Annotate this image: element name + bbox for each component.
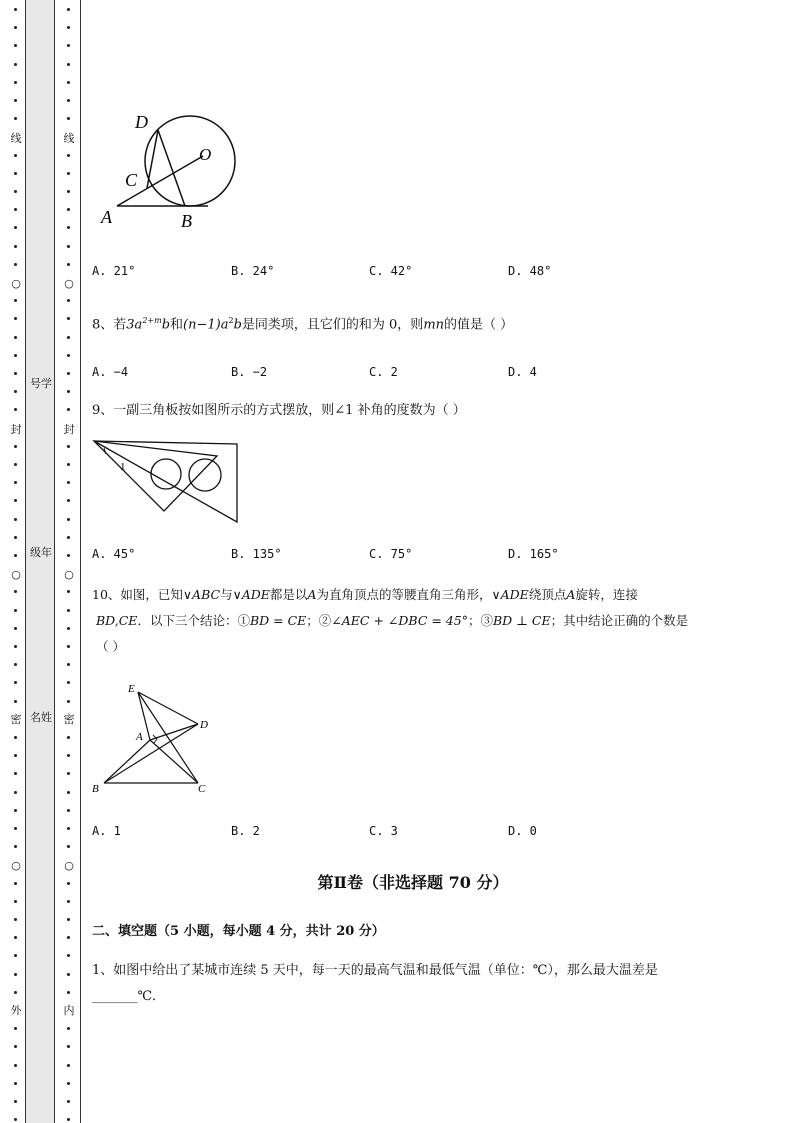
- margin-dot: [67, 663, 70, 666]
- margin-dot: [14, 317, 17, 320]
- margin-dot: [14, 263, 17, 266]
- margin-dot: [14, 1064, 17, 1067]
- margin-dot: [14, 245, 17, 248]
- label-o: O: [199, 145, 212, 164]
- label-d: D: [135, 112, 148, 132]
- margin-dot: [14, 518, 17, 521]
- q10-conclusion-1: BD = CE: [249, 613, 307, 628]
- inner-mark-6: 内: [63, 1004, 75, 1017]
- label-a: A: [136, 731, 143, 743]
- q10-line-3: （ ）: [96, 639, 125, 654]
- margin-dot: [14, 791, 17, 794]
- q9-option-c[interactable]: C. 75°: [369, 547, 413, 561]
- margin-dot: [67, 99, 70, 102]
- margin-dot: [67, 954, 70, 957]
- label-e: E: [128, 683, 135, 695]
- q8-and: 和: [170, 317, 184, 333]
- q10-text: 旋转，连接: [575, 587, 638, 602]
- q8-term2: (n−1)a: [183, 317, 229, 333]
- margin-dot: [14, 172, 17, 175]
- section-2-title: 第Ⅱ卷（非选择题 70 分）: [317, 873, 509, 892]
- margin-dot: [14, 754, 17, 757]
- fill-1-answer-blank[interactable]: _______℃．: [92, 989, 166, 1004]
- q10-text: ；③: [467, 613, 493, 628]
- circle-left: [151, 459, 181, 489]
- fill-1-line-1: 1、如图中给出了某城市连续 5 天中，每一天的最高气温和最低气温（单位：℃），那么最大温差是: [92, 963, 658, 978]
- margin-dot: [14, 936, 17, 939]
- margin-dot: [67, 973, 70, 976]
- margin-dot: [67, 518, 70, 521]
- q10-text: 绕顶点: [528, 587, 567, 602]
- margin-dot: [67, 263, 70, 266]
- margin-dot: [67, 681, 70, 684]
- margin-dot: [67, 772, 70, 775]
- q7-option-b[interactable]: B. 24°: [231, 264, 275, 278]
- margin-dot: [14, 190, 17, 193]
- margin-dot: [67, 1100, 70, 1103]
- angle-1-label: 1: [120, 461, 126, 473]
- q10-option-d[interactable]: D. 0: [508, 824, 537, 838]
- margin-dot: [67, 754, 70, 757]
- margin-dot: [14, 1082, 17, 1085]
- q10-point-a: A: [566, 587, 576, 602]
- margin-dot: [14, 609, 17, 612]
- q10-segments: BD,CE: [96, 613, 138, 628]
- label-c: C: [125, 170, 138, 190]
- margin-dot: [67, 481, 70, 484]
- q8-tail: 的值是（ ）: [444, 317, 514, 333]
- label-b: B: [181, 211, 192, 231]
- margin-dot: [14, 499, 17, 502]
- margin-dot: [67, 245, 70, 248]
- margin-dot: [67, 1118, 70, 1121]
- q7-option-d[interactable]: D. 48°: [508, 264, 552, 278]
- margin-dot: [14, 681, 17, 684]
- q10-line-1: [92, 582, 752, 608]
- margin-dot: [67, 372, 70, 375]
- label-b: B: [92, 783, 99, 795]
- margin-dot: [67, 117, 70, 120]
- q8-term2-b: b: [233, 317, 242, 333]
- margin-dot: [14, 463, 17, 466]
- margin-dot: [67, 44, 70, 47]
- margin-dot: [14, 1118, 17, 1121]
- margin-dot: [67, 900, 70, 903]
- margin-dot: [67, 172, 70, 175]
- fill-question-1: [92, 958, 752, 1010]
- margin-dot: [14, 481, 17, 484]
- margin-dot: [14, 117, 17, 120]
- margin-dot: [14, 99, 17, 102]
- question-10: [92, 582, 752, 660]
- margin-dot: [67, 918, 70, 921]
- q10-tri-abc: ∨ABC: [182, 587, 221, 602]
- student-info-band: [25, 0, 55, 1123]
- margin-dot: [14, 627, 17, 630]
- margin-dot: [67, 1082, 70, 1085]
- q9-option-b[interactable]: B. 135°: [231, 547, 282, 561]
- q10-rotation-figure: [88, 678, 218, 798]
- q10-option-a[interactable]: A. 1: [92, 824, 121, 838]
- margin-dot: [67, 590, 70, 593]
- margin-dot: [67, 63, 70, 66]
- q8-option-c[interactable]: C. 2: [369, 365, 398, 379]
- q9-option-d[interactable]: D. 165°: [508, 547, 559, 561]
- circle-o: [145, 116, 235, 206]
- question-9: 9、一副三角板按如图所示的方式摆放，则∠1 补角的度数为（ ）: [92, 403, 466, 418]
- margin-dot: [67, 1027, 70, 1030]
- margin-dot: [67, 827, 70, 830]
- margin-dot: [67, 26, 70, 29]
- margin-dot: [14, 372, 17, 375]
- margin-dot: [14, 299, 17, 302]
- margin-dot: [14, 590, 17, 593]
- q7-circle-figure: [95, 108, 255, 238]
- margin-dot: [67, 936, 70, 939]
- binding-margin: [0, 0, 82, 1123]
- margin-dot: [67, 536, 70, 539]
- q9-triangle-figure: [92, 438, 242, 526]
- margin-dot: [14, 954, 17, 957]
- q8-term1-b: b: [161, 317, 171, 333]
- label-d: D: [200, 719, 208, 731]
- margin-dot: [67, 1064, 70, 1067]
- field-number-label: 号学: [30, 377, 52, 390]
- q10-conclusion-2: ∠AEC + ∠DBC = 45°: [331, 613, 468, 628]
- margin-dot: [14, 900, 17, 903]
- margin-dot: [14, 663, 17, 666]
- margin-dot: [67, 809, 70, 812]
- fill-in-heading: 二、填空题（5 小题，每小题 4 分，共计 20 分）: [92, 924, 385, 939]
- margin-dot: [67, 81, 70, 84]
- q10-text: 10、如图，已知: [92, 587, 183, 602]
- q10-conclusion-3: BD ⊥ CE: [492, 613, 551, 628]
- margin-dot: [67, 190, 70, 193]
- inner-mark-0: 线: [63, 132, 75, 145]
- margin-dot: [14, 918, 17, 921]
- q8-suffix: 是同类项，且它们的和为 0，则: [241, 317, 424, 333]
- margin-dot: [67, 845, 70, 848]
- outer-mark-2: 封: [10, 423, 22, 436]
- circle-right: [189, 459, 221, 491]
- label-a: A: [101, 207, 112, 227]
- margin-dot: [67, 627, 70, 630]
- margin-dot: [67, 408, 70, 411]
- field-name-label: 名姓: [30, 711, 52, 724]
- q8-term2-exp: 2: [228, 316, 234, 325]
- margin-dot: [67, 317, 70, 320]
- inner-mark-2: 封: [63, 423, 75, 436]
- outer-mark-6: 外: [10, 1004, 22, 1017]
- margin-dot: [67, 208, 70, 211]
- q8-option-a[interactable]: A. −4: [92, 365, 129, 379]
- question-8: [92, 308, 752, 338]
- margin-dot: [14, 154, 17, 157]
- outer-mark-0: 线: [10, 132, 22, 145]
- margin-dot: [67, 390, 70, 393]
- outer-mark-4: 密: [10, 713, 22, 726]
- q8-term1: 3a: [126, 317, 143, 333]
- margin-dot: [67, 1045, 70, 1048]
- outer-mark-5: ○: [11, 859, 21, 872]
- margin-dot: [14, 44, 17, 47]
- margin-dot: [14, 736, 17, 739]
- margin-dot: [14, 8, 17, 11]
- q10-line-2: [96, 608, 752, 634]
- margin-dot: [14, 26, 17, 29]
- margin-dot: [14, 772, 17, 775]
- margin-dot: [14, 1045, 17, 1048]
- margin-dot: [14, 645, 17, 648]
- margin-dot: [14, 408, 17, 411]
- outer-dot-column: [9, 0, 23, 1123]
- margin-dot: [14, 827, 17, 830]
- margin-dot: [67, 154, 70, 157]
- margin-dot: [14, 445, 17, 448]
- q10-point-a: A: [307, 587, 317, 602]
- q10-tri-ade: ∨ADE: [491, 587, 529, 602]
- q10-option-c[interactable]: C. 3: [369, 824, 398, 838]
- margin-dot: [67, 463, 70, 466]
- binding-line: [80, 0, 81, 1123]
- margin-dot: [67, 336, 70, 339]
- label-c: C: [198, 783, 206, 795]
- margin-dot: [67, 226, 70, 229]
- q7-option-a[interactable]: A. 21°: [92, 264, 136, 278]
- q8-option-d[interactable]: D. 4: [508, 365, 537, 379]
- field-grade-label: 级年: [30, 546, 52, 559]
- margin-dot: [14, 208, 17, 211]
- margin-dot: [14, 390, 17, 393]
- outer-mark-1: ○: [11, 277, 21, 290]
- margin-dot: [14, 554, 17, 557]
- q10-text: ；其中结论正确的个数是: [550, 613, 689, 628]
- q10-text: 都是以: [269, 587, 308, 602]
- inner-mark-4: 密: [63, 713, 75, 726]
- margin-dot: [14, 81, 17, 84]
- margin-dot: [67, 609, 70, 612]
- margin-dot: [14, 845, 17, 848]
- margin-dot: [67, 445, 70, 448]
- margin-dot: [67, 554, 70, 557]
- margin-dot: [14, 354, 17, 357]
- q10-text: ；②: [306, 613, 332, 628]
- q9-option-a[interactable]: A. 45°: [92, 547, 136, 561]
- margin-dot: [67, 299, 70, 302]
- margin-dot: [14, 63, 17, 66]
- margin-dot: [67, 791, 70, 794]
- inner-mark-3: ○: [64, 568, 74, 581]
- margin-dot: [14, 336, 17, 339]
- margin-dot: [67, 499, 70, 502]
- q8-term1-exp: 2+m: [142, 316, 162, 325]
- margin-dot: [67, 991, 70, 994]
- margin-dot: [14, 809, 17, 812]
- q10-option-b[interactable]: B. 2: [231, 824, 260, 838]
- q10-text: ．以下三个结论：①: [137, 613, 250, 628]
- margin-dot: [14, 1027, 17, 1030]
- inner-dot-column: [62, 0, 76, 1123]
- outer-mark-3: ○: [11, 568, 21, 581]
- margin-dot: [67, 8, 70, 11]
- margin-dot: [14, 536, 17, 539]
- margin-dot: [67, 736, 70, 739]
- q8-prefix: 8、若: [92, 317, 127, 333]
- q8-option-b[interactable]: B. −2: [231, 365, 268, 379]
- q8-mn: mn: [423, 317, 445, 333]
- q10-text: 与: [220, 587, 233, 602]
- margin-dot: [67, 700, 70, 703]
- chord-dc: [147, 130, 158, 188]
- margin-dot: [14, 973, 17, 976]
- q10-text: 为直角顶点的等腰直角三角形，: [316, 587, 492, 602]
- margin-dot: [14, 700, 17, 703]
- margin-dot: [67, 354, 70, 357]
- q7-option-c[interactable]: C. 42°: [369, 264, 413, 278]
- margin-dot: [67, 645, 70, 648]
- q10-tri-ade: ∨ADE: [232, 587, 270, 602]
- inner-mark-5: ○: [64, 859, 74, 872]
- margin-dot: [14, 991, 17, 994]
- margin-dot: [14, 226, 17, 229]
- inner-mark-1: ○: [64, 277, 74, 290]
- margin-dot: [14, 1100, 17, 1103]
